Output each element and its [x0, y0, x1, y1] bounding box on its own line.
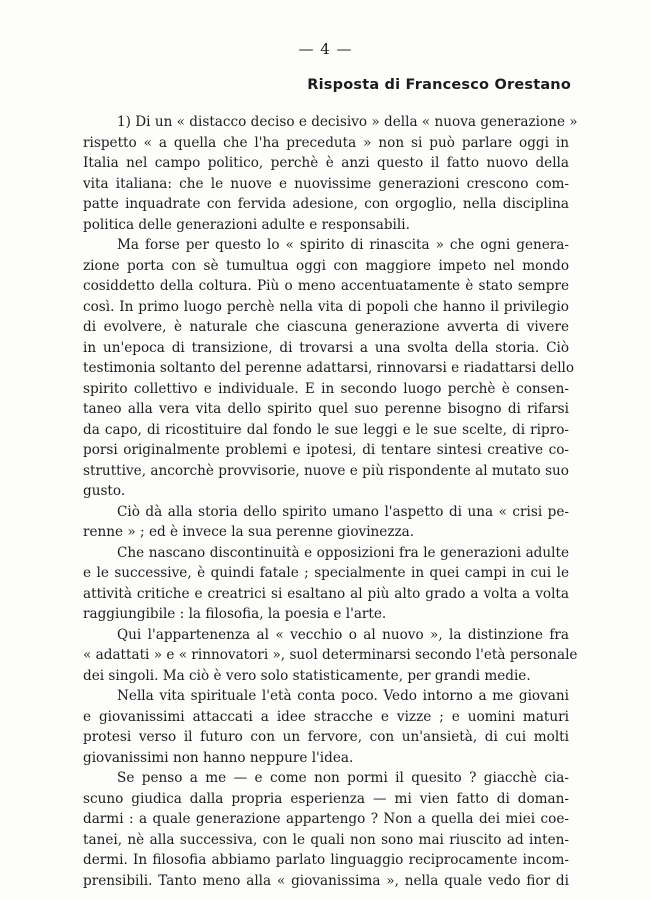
text-line: Che nascano discontinuità e opposizioni fra le generazioni adulte	[117, 544, 569, 561]
text-line: taneo alla vera vita dello spirito quel suo perenne bisogno di rifarsi	[83, 401, 569, 417]
text-line: Nella vita spirituale l'età conta poco. Vedo intorno a me giovani	[117, 688, 569, 704]
text-line: Se penso a me — e come non pormi il quesito ? giacchè cia-	[117, 770, 569, 786]
text-line: Ciò dà alla storia dello spirito umano l'aspetto di una « crisi pe-	[117, 503, 569, 520]
text-line: Qui l'appartenenza al « vecchio o al nuovo », la distinzione fra	[117, 626, 569, 643]
text-line: rispetto « a quella che l'ha preceduta » non si può parlare oggi in	[83, 134, 569, 151]
text-line: e giovanissimi attaccati a idee stracche e vizze ; e uomini maturi	[83, 708, 569, 725]
text-line: testimonia soltanto del perenne adattarsi, rinnovarsi e riadattarsi dello	[83, 360, 575, 376]
text-line: porsi originalmente problemi e ipotesi, di tentare sintesi creative co-	[83, 442, 569, 458]
text-line: zione porta con sè tumultua oggi con maggiore impeto nel mondo	[83, 257, 569, 274]
text-line: protesi verso il futuro con un fervore, con un'ansietà, di cui molti	[83, 729, 569, 745]
text-line: tanei, nè alla successiva, con le quali non sono mai riuscito ad inten-	[83, 831, 569, 848]
text-line: struttive, ancorchè provvisorie, nuove e più rispondente al mutato suo	[83, 462, 569, 479]
text-line: in un'epoca di transizione, di trovarsi a una svolta della storia. Ciò	[83, 339, 569, 356]
text-line: dei singoli. Ma ciò è vero solo statisticamente, per grandi medie.	[83, 667, 531, 684]
text-line: Italia nel campo politico, perchè è anzi questo il fatto nuovo della	[83, 155, 569, 171]
text-line: darmi : a quale generazione appartengo ? Non a quella dei miei coe-	[83, 811, 569, 827]
text-line: vita italiana: che le nuove e nuovissime generazioni crescono com-	[83, 175, 569, 192]
text-line: patte inquadrate con fervida adesione, con orgoglio, nella disciplina	[83, 196, 569, 212]
article-body	[83, 112, 578, 891]
text-line: raggiungibile : la filosofia, la poesia e l'arte.	[83, 606, 387, 622]
text-line: e le successive, è quindi fatale ; specialmente in quei campi in cui le	[83, 565, 569, 581]
text-line: renne » ; ed è invece la sua perenne giovinezza.	[83, 524, 415, 540]
text-line: attività critiche e creatrici si esaltano al più alto grado a volta a volta	[83, 585, 569, 602]
page-number: — 4 —	[298, 40, 353, 58]
text-line: dermi. In filosofia abbiamo parlato linguaggio reciprocamente incom-	[83, 852, 569, 868]
text-line: scuno giudica dalla propria esperienza — mi vien fatto di doman-	[83, 790, 569, 807]
text-line: gusto.	[83, 483, 126, 499]
text-line: Ma forse per questo lo « spirito di rinascita » che ogni genera-	[117, 237, 569, 253]
text-line: 1) Di un « distacco deciso e decisivo » della « nuova generazione »	[117, 114, 578, 130]
text-line: spirito collettivo e individuale. E in secondo luogo perchè è consen-	[83, 380, 569, 397]
text-line: politica delle generazioni adulte e responsabili.	[83, 216, 410, 233]
text-line: di evolvere, è naturale che ciascuna generazione avverta di vivere	[83, 319, 569, 335]
text-line: così. In primo luogo perchè nella vita di popoli che hanno il privilegio	[83, 298, 569, 315]
text-line: da capo, di ricostituire dal fondo le sue leggi e le sue scelte, di ripro-	[83, 421, 569, 438]
article-title: Risposta di Francesco Orestano	[307, 77, 571, 93]
text-line: prensibili. Tanto meno alla « giovanissima », nella quale vedo fior di	[83, 872, 569, 889]
text-line: « adattati » e « rinnovatori », suol determinarsi secondo l'età personale	[83, 647, 578, 663]
text-line: cosiddetto della coltura. Più o meno accentuatamente è stato sempre	[83, 278, 569, 294]
text-line: giovanissimi non hanno neppure l'idea.	[83, 749, 354, 766]
